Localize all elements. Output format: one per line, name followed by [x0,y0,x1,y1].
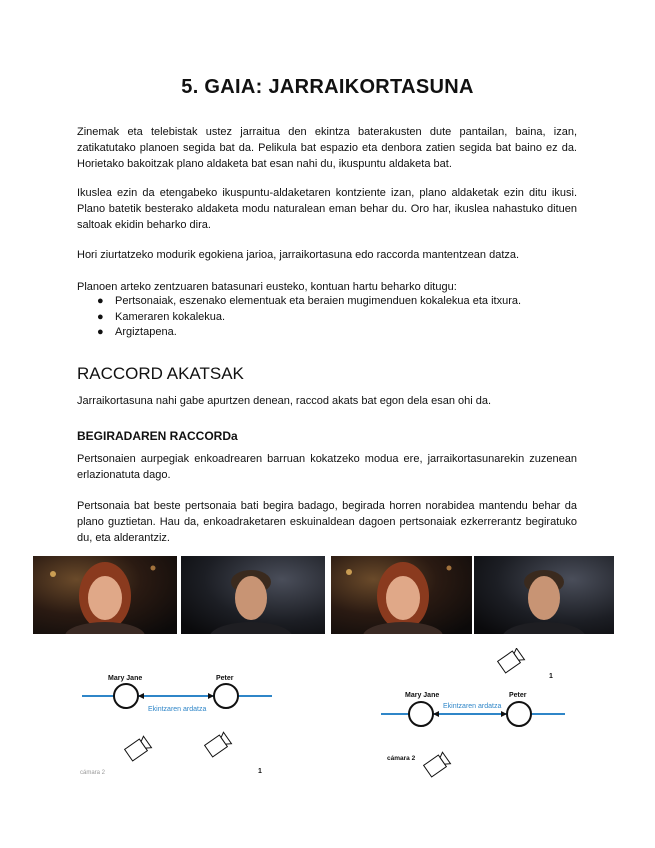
camera-icon [125,736,152,761]
list-item-text: Kameraren kokalekua. [115,310,226,323]
paragraph-viewer: Ikuslea ezin da etengabeko ikuspuntu-aldaketaren kontziente izan, plano aldaketak ezin ditu ikusi. Plano batetik besterako aldaketa modu naturalean eman behar du. Oro har, ikuslea nahastuko dituen saltoak ekidin beharko dira. [77,187,577,231]
character-label-peter: Peter [509,692,527,699]
page-title: 5. GAIA: JARRAIKORTASUNA [181,76,474,98]
list-item-text: Pertsonaiak, eszenako elementuak eta beraien mugimenduen kokalekua eta itxura. [115,295,522,307]
character-circle-icon [409,702,433,726]
camera-icon [205,732,232,757]
axis-label: Ekintzaren ardatza [148,706,207,713]
paragraph-list-intro: Planoen arteko zentzuaren batasunari eusteko, kontuan hartu beharko ditugu: [77,281,457,293]
film-still-mary-jane-left [33,556,177,634]
film-still-peter-right [474,556,614,634]
list-item [77,294,577,310]
axis-label: Ekintzaren ardatza [443,703,502,710]
camera-label: cámara 2 [80,770,106,776]
subsection-paragraph-1: Pertsonaien aurpegiak enkoadrearen barruan kokatzeko modua ere, jarraikortasunarekin zuzenean erlazionatuta dago. [77,453,577,481]
camera-axis-diagram-right [375,648,575,788]
bullet-dot-icon: ● [97,326,104,338]
camera-axis-diagram-left [70,662,290,782]
character-circle-icon [507,702,531,726]
bullet-dot-icon: ● [97,310,104,323]
character-circle-icon [114,684,138,708]
character-label-mary-jane: Mary Jane [405,692,440,699]
camera-icon [498,648,525,673]
camera-icon [424,752,451,777]
camera-number: 1 [549,673,553,680]
film-still-mary-jane-right [331,556,472,634]
paragraph-intro: Zinemak eta telebistak ustez jarraitua den ekintza baterakusten dute pantailan, baina, izan, zatikatutako planoen segida bat da. Pelikula bat espazio eta denbora zatien segida bat baino ez da. Horietako bakoitzak plano aldaketa bat esan nahi du, ikuspuntu aldaketa bat. [77,126,577,170]
camera-number: 1 [258,768,262,775]
character-circle-icon [214,684,238,708]
section-heading: RACCORD AKATSAK [77,364,244,383]
bullet-list [77,294,577,341]
character-label-peter: Peter [216,675,234,682]
character-label-mary-jane: Mary Jane [108,675,143,682]
camera-label: cámara 2 [387,755,416,762]
list-item-text: Argiztapena. [115,326,177,338]
list-item [77,325,577,341]
subsection-heading: BEGIRADAREN RACCORDa [77,429,238,443]
bullet-dot-icon: ● [97,295,104,307]
list-item [77,310,577,326]
section-intro: Jarraikortasuna nahi gabe apurtzen denean, raccod akats bat egon dela esan ohi da. [77,395,492,407]
paragraph-raccord: Hori ziurtatzeko modurik egokiena jarioa, jarraikortasuna edo raccorda mantentzean datza. [77,249,520,261]
film-still-peter-left [181,556,325,634]
subsection-paragraph-2: Pertsonaia bat beste pertsonaia bati begira badago, begirada horren norabidea mantendu behar da plano guztietan. Hau da, enkoadraketaren eskuinaldean dagoen pertsonaiak ezkerrerantz begiratuko du, eta alderantziz. [77,500,577,544]
